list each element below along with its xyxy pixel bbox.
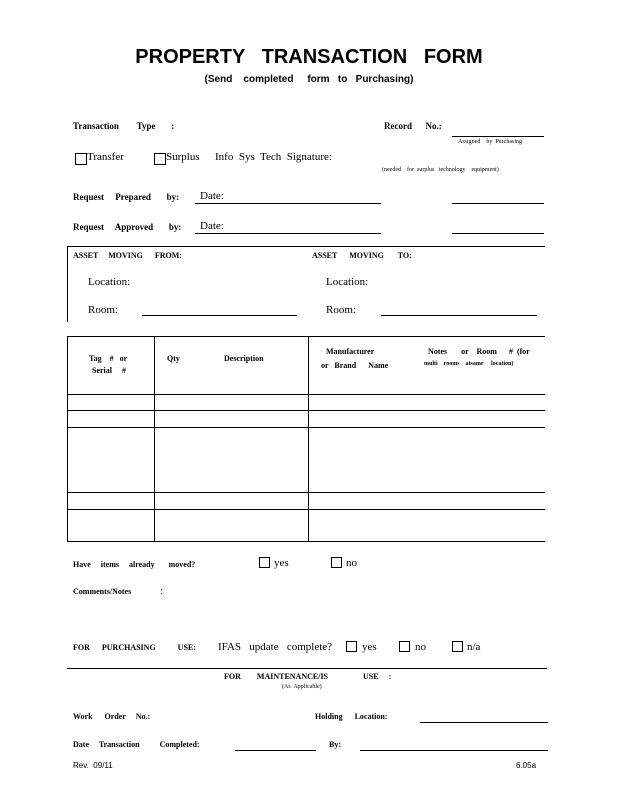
record-no-label: Record No.:: [384, 121, 442, 131]
surplus-checkbox[interactable]: [154, 153, 166, 165]
col-header-tag: Tag # or: [89, 354, 128, 363]
request-approved-label: Request Approved by:: [73, 222, 182, 232]
asset-moving-from-label: ASSET MOVING FROM:: [73, 251, 182, 260]
table-row-rule: [67, 427, 545, 428]
asset-moving-to-label: ASSET MOVING TO:: [312, 251, 412, 260]
asset-section-left-rule: [67, 246, 68, 322]
from-room-field[interactable]: [142, 315, 297, 316]
record-no-field[interactable]: [452, 136, 544, 137]
prepared-date-field[interactable]: [195, 203, 381, 204]
surplus-label: Surplus: [166, 151, 200, 163]
maintenance-use-label: USE :: [363, 672, 392, 681]
moved-yes-checkbox[interactable]: [259, 557, 270, 568]
for-maintenance-is-label: FOR MAINTENANCE/IS: [224, 672, 329, 681]
moved-yes-label: yes: [274, 557, 289, 569]
table-row-rule: [67, 492, 545, 493]
ifas-na-label: n/a: [467, 641, 481, 653]
completed-by-label: By:: [329, 740, 341, 749]
items-moved-question: Have items already moved?: [73, 560, 196, 569]
table-divider-manufacturer: [308, 336, 309, 542]
table-row-rule: [67, 394, 545, 395]
as-applicable-note: (As Applicable): [282, 684, 322, 690]
col-header-description: Description: [224, 354, 264, 363]
ifas-yes-label: yes: [362, 641, 377, 653]
form-title: PROPERTY TRANSACTION FORM: [135, 46, 483, 68]
info-sys-tech-signature-label: Info Sys Tech Signature:: [215, 151, 332, 163]
table-top-rule: [67, 336, 545, 337]
asset-section-top-rule: [67, 246, 545, 247]
comments-notes-colon: :: [160, 585, 164, 597]
to-room-field[interactable]: [381, 315, 537, 316]
for-purchasing-use-label: FOR PURCHASING USE:: [73, 643, 196, 652]
table-divider-qty: [154, 336, 155, 542]
approved-date-field[interactable]: [195, 233, 381, 234]
approved-by-field[interactable]: [452, 233, 544, 234]
work-order-label: Work Order No.:: [73, 712, 151, 721]
table-row-rule: [67, 410, 545, 411]
transaction-type-label: Transaction Type :: [73, 121, 175, 131]
approved-date-label: Date:: [200, 220, 224, 232]
col-header-brand: or Brand Name: [321, 361, 389, 370]
transfer-label: Transfer: [87, 151, 124, 163]
to-room-label: Room:: [326, 304, 356, 316]
moved-no-checkbox[interactable]: [331, 557, 342, 568]
holding-location-field[interactable]: [420, 722, 548, 723]
table-left-border: [67, 336, 68, 542]
col-header-notes: Notes or Room # (for: [428, 347, 530, 356]
from-room-label: Room:: [88, 304, 118, 316]
completed-by-field[interactable]: [360, 750, 548, 751]
from-location-label: Location:: [88, 276, 131, 288]
needed-for-surplus-note: (needed for surplus technology equipment): [382, 167, 499, 173]
date-completed-field[interactable]: [235, 750, 316, 751]
date-transaction-completed-label: Date Transaction Completed:: [73, 740, 200, 749]
transfer-checkbox[interactable]: [75, 153, 87, 165]
moved-no-label: no: [346, 557, 357, 569]
prepared-by-field[interactable]: [452, 203, 544, 204]
table-row-rule: [67, 509, 545, 510]
ifas-no-checkbox[interactable]: [399, 641, 410, 652]
prepared-date-label: Date:: [200, 190, 224, 202]
holding-location-label: Holding Location:: [315, 712, 388, 721]
ifas-no-label: no: [415, 641, 426, 653]
form-subtitle: (Send completed form to Purchasing): [204, 74, 414, 85]
col-header-notes-detail: multi rooms atsame location): [424, 361, 514, 367]
revision-label: Rev. 09/11: [73, 761, 113, 770]
ifas-update-label: IFAS update complete?: [218, 641, 333, 653]
comments-notes-label: Comments/Notes: [73, 587, 132, 596]
request-prepared-label: Request Prepared by:: [73, 192, 180, 202]
col-header-serial: Serial #: [92, 366, 126, 375]
to-location-label: Location:: [326, 276, 369, 288]
assigned-by-purchasing-note: Assigned by Purchasing: [458, 139, 522, 145]
ifas-yes-checkbox[interactable]: [346, 641, 357, 652]
table-bottom-rule: [67, 541, 545, 542]
maintenance-section-rule: [67, 668, 547, 669]
ifas-na-checkbox[interactable]: [452, 641, 463, 652]
col-header-qty: Qty: [167, 354, 180, 363]
col-header-manufacturer: Manufacturer: [326, 347, 375, 356]
form-code: 6.05a: [516, 761, 537, 770]
